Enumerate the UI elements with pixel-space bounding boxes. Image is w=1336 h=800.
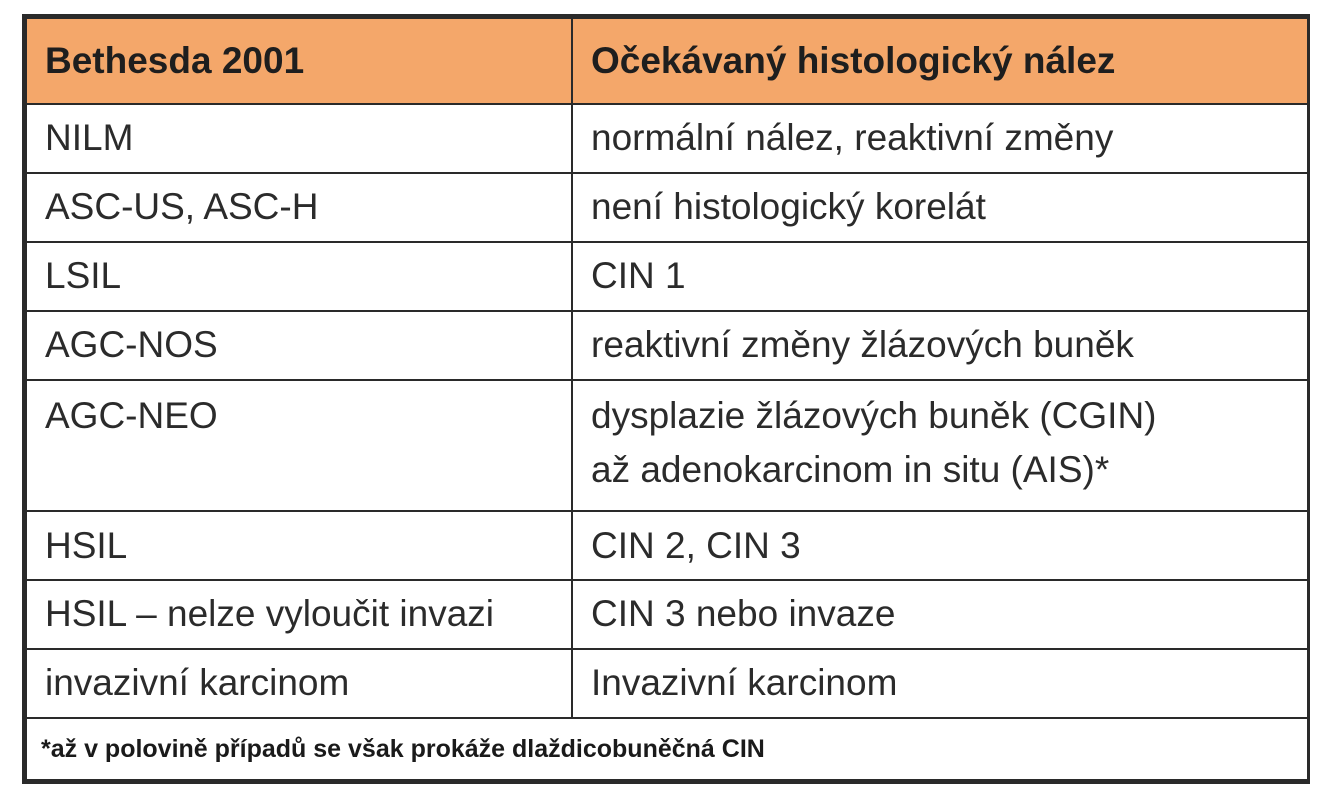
cell-finding-line: až adenokarcinom in situ (AIS)* bbox=[591, 448, 1110, 490]
header-bethesda: Bethesda 2001 bbox=[26, 18, 572, 104]
table-row bbox=[26, 580, 1308, 649]
table-row bbox=[26, 311, 1308, 380]
table-row bbox=[26, 242, 1308, 311]
cell-bethesda: AGC-NOS bbox=[26, 311, 572, 380]
cell-bethesda: ASC-US, ASC-H bbox=[26, 173, 572, 242]
cell-bethesda: NILM bbox=[26, 104, 572, 173]
table-header bbox=[26, 18, 1308, 104]
table-body bbox=[26, 104, 1308, 718]
cell-finding-line: dysplazie žlázových buněk (CGIN) bbox=[591, 394, 1157, 436]
cell-finding bbox=[572, 380, 1308, 511]
cell-bethesda: invazivní karcinom bbox=[26, 649, 572, 718]
header-expected-finding: Očekávaný histologický nález bbox=[572, 18, 1308, 104]
table-footer bbox=[26, 718, 1308, 780]
bethesda-table-container bbox=[22, 14, 1310, 784]
cell-bethesda: AGC-NEO bbox=[26, 380, 572, 511]
cell-finding: normální nález, reaktivní změny bbox=[572, 104, 1308, 173]
cell-finding: není histologický korelát bbox=[572, 173, 1308, 242]
cell-finding: Invazivní karcinom bbox=[572, 649, 1308, 718]
cell-finding: CIN 2, CIN 3 bbox=[572, 511, 1308, 580]
table-row bbox=[26, 649, 1308, 718]
cell-finding: CIN 1 bbox=[572, 242, 1308, 311]
table-row bbox=[26, 511, 1308, 580]
cell-bethesda: LSIL bbox=[26, 242, 572, 311]
table-row bbox=[26, 380, 1308, 511]
footnote-row bbox=[26, 718, 1308, 780]
header-row bbox=[26, 18, 1308, 104]
cell-finding: CIN 3 nebo invaze bbox=[572, 580, 1308, 649]
cell-bethesda: HSIL bbox=[26, 511, 572, 580]
table-row bbox=[26, 104, 1308, 173]
cell-finding: reaktivní změny žlázových buněk bbox=[572, 311, 1308, 380]
table-row bbox=[26, 173, 1308, 242]
cell-bethesda: HSIL – nelze vyloučit invazi bbox=[26, 580, 572, 649]
footnote: *až v polovině případů se však prokáže dlaždicobuněčná CIN bbox=[26, 718, 1308, 780]
bethesda-histology-table bbox=[25, 17, 1309, 781]
